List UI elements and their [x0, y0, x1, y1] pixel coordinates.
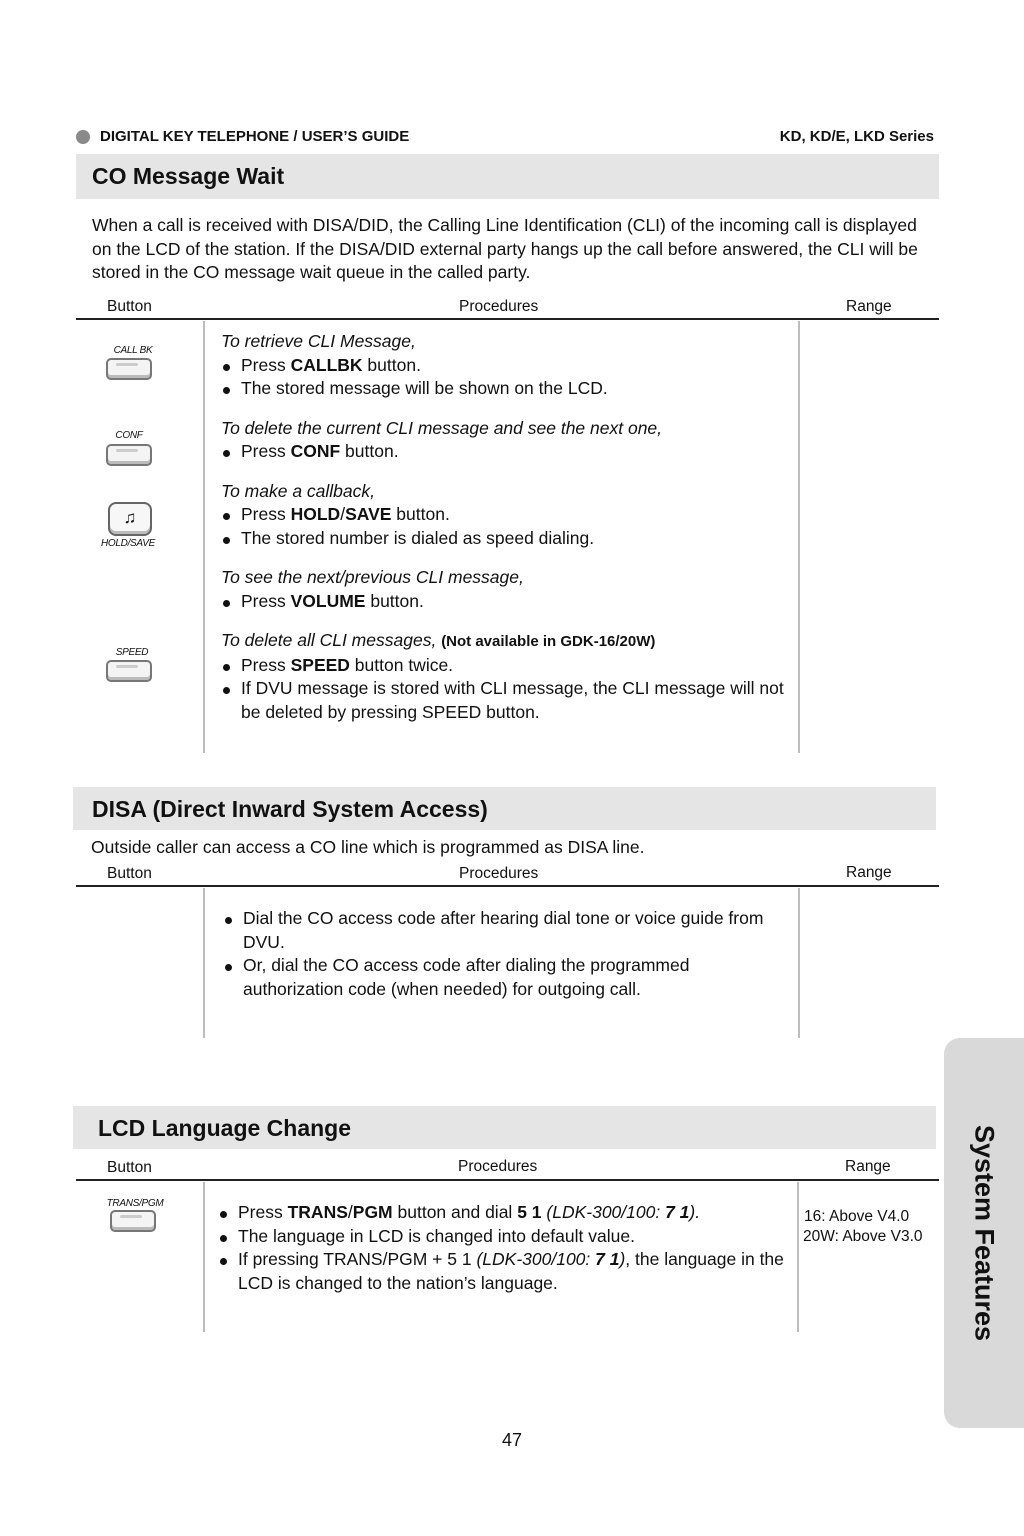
co-message-wait-description: When a call is received with DISA/DID, the Calling Line Identification (CLI) of the incoming call is displayed on the LCD of the station. If the DISA/DID external party hangs up the call before answered, the CLI will be stored in the CO message wait queue in the called party. — [92, 215, 918, 282]
conf-button-label: CONF — [115, 430, 143, 441]
procedures-lcd-language — [218, 1201, 798, 1295]
range-value: 16: Above V4.0 — [804, 1208, 910, 1225]
table-rule — [76, 318, 939, 320]
guide-title: DIGITAL KEY TELEPHONE / USER’S GUIDE — [100, 128, 410, 145]
column-header-button: Button — [107, 1159, 152, 1176]
speed-key-icon — [106, 660, 152, 682]
table-rule — [76, 885, 939, 887]
list-item: The language in LCD is changed into default value. — [218, 1225, 798, 1249]
side-tab-label: System Features — [969, 1124, 1000, 1342]
list-item: Press VOLUME button. — [221, 590, 796, 614]
column-header-button: Button — [107, 298, 152, 315]
hold-save-key-icon: ♫ — [108, 502, 152, 536]
hold-save-button-label: HOLD/SAVE — [101, 538, 155, 549]
column-divider — [798, 321, 800, 753]
list-item: Press SPEED button twice. — [221, 654, 796, 678]
list-item: Press TRANS/PGM button and dial 5 1 (LDK-300/100: 7 1). — [218, 1201, 798, 1225]
column-divider — [203, 1182, 205, 1332]
list-item: If pressing TRANS/PGM + 5 1 (LDK-300/100: 7 1), the language in the LCD is changed to the nation’s language. — [218, 1248, 798, 1295]
callbk-key-icon — [106, 358, 152, 380]
section-title-lcd-language: LCD Language Change — [98, 1115, 352, 1141]
trans-pgm-key-icon — [110, 1210, 156, 1232]
next-prev-heading: To see the next/previous CLI message, — [221, 567, 524, 587]
list-item: If DVU message is stored with CLI message, the CLI message will not be deleted by pressing SPEED button. — [221, 677, 786, 724]
trans-pgm-button-label: TRANS/PGM — [106, 1198, 164, 1209]
disa-description: Outside caller can access a CO line which is programmed as DISA line. — [91, 837, 645, 857]
callback-heading: To make a callback, — [221, 480, 376, 501]
delete-all-heading: To delete all CLI messages, (Not available in GDK-16/20W) — [221, 630, 656, 650]
column-header-range: Range — [846, 298, 892, 315]
column-divider — [203, 888, 205, 1038]
table-rule — [76, 1179, 939, 1181]
procedures-co-message-wait — [221, 330, 796, 724]
column-divider — [798, 888, 800, 1038]
list-item: Dial the CO access code after hearing dial tone or voice guide from DVU. — [223, 907, 788, 954]
column-header-procedures: Procedures — [458, 1158, 538, 1175]
section-title-co-message-wait: CO Message Wait — [92, 163, 285, 189]
retrieve-heading: To retrieve CLI Message, — [221, 331, 416, 351]
column-divider — [203, 321, 205, 753]
callbk-button-label: CALL BK — [113, 345, 153, 356]
list-item: The stored message will be shown on the LCD. — [221, 377, 796, 401]
procedures-disa — [223, 907, 788, 1001]
column-header-procedures: Procedures — [459, 865, 539, 882]
column-header-range: Range — [846, 864, 892, 881]
list-item: Press CONF button. — [221, 440, 796, 464]
list-item: Press CALLBK button. — [221, 354, 796, 378]
availability-note: (Not available in GDK-16/20W) — [441, 633, 656, 650]
range-value: 20W: Above V3.0 — [803, 1228, 923, 1245]
section-title-disa: DISA (Direct Inward System Access) — [92, 796, 488, 822]
delete-current-heading: To delete the current CLI message and see the next one, — [221, 417, 663, 438]
list-item: The stored number is dialed as speed dialing. — [221, 527, 796, 551]
column-header-button: Button — [107, 865, 152, 882]
list-item: Or, dial the CO access code after dialing the programmed authorization code (when needed) for outgoing call. — [223, 954, 788, 1001]
column-header-procedures: Procedures — [459, 298, 539, 315]
list-item: Press HOLD/SAVE button. — [221, 503, 796, 527]
conf-key-icon — [106, 444, 152, 466]
bullet-dot-icon — [76, 130, 90, 144]
series-title: KD, KD/E, LKD Series — [779, 128, 934, 145]
side-tab-system-features[interactable] — [944, 1038, 1024, 1428]
column-header-range: Range — [845, 1158, 891, 1175]
speed-button-label: SPEED — [115, 647, 149, 658]
page-number: 47 — [501, 1430, 523, 1450]
